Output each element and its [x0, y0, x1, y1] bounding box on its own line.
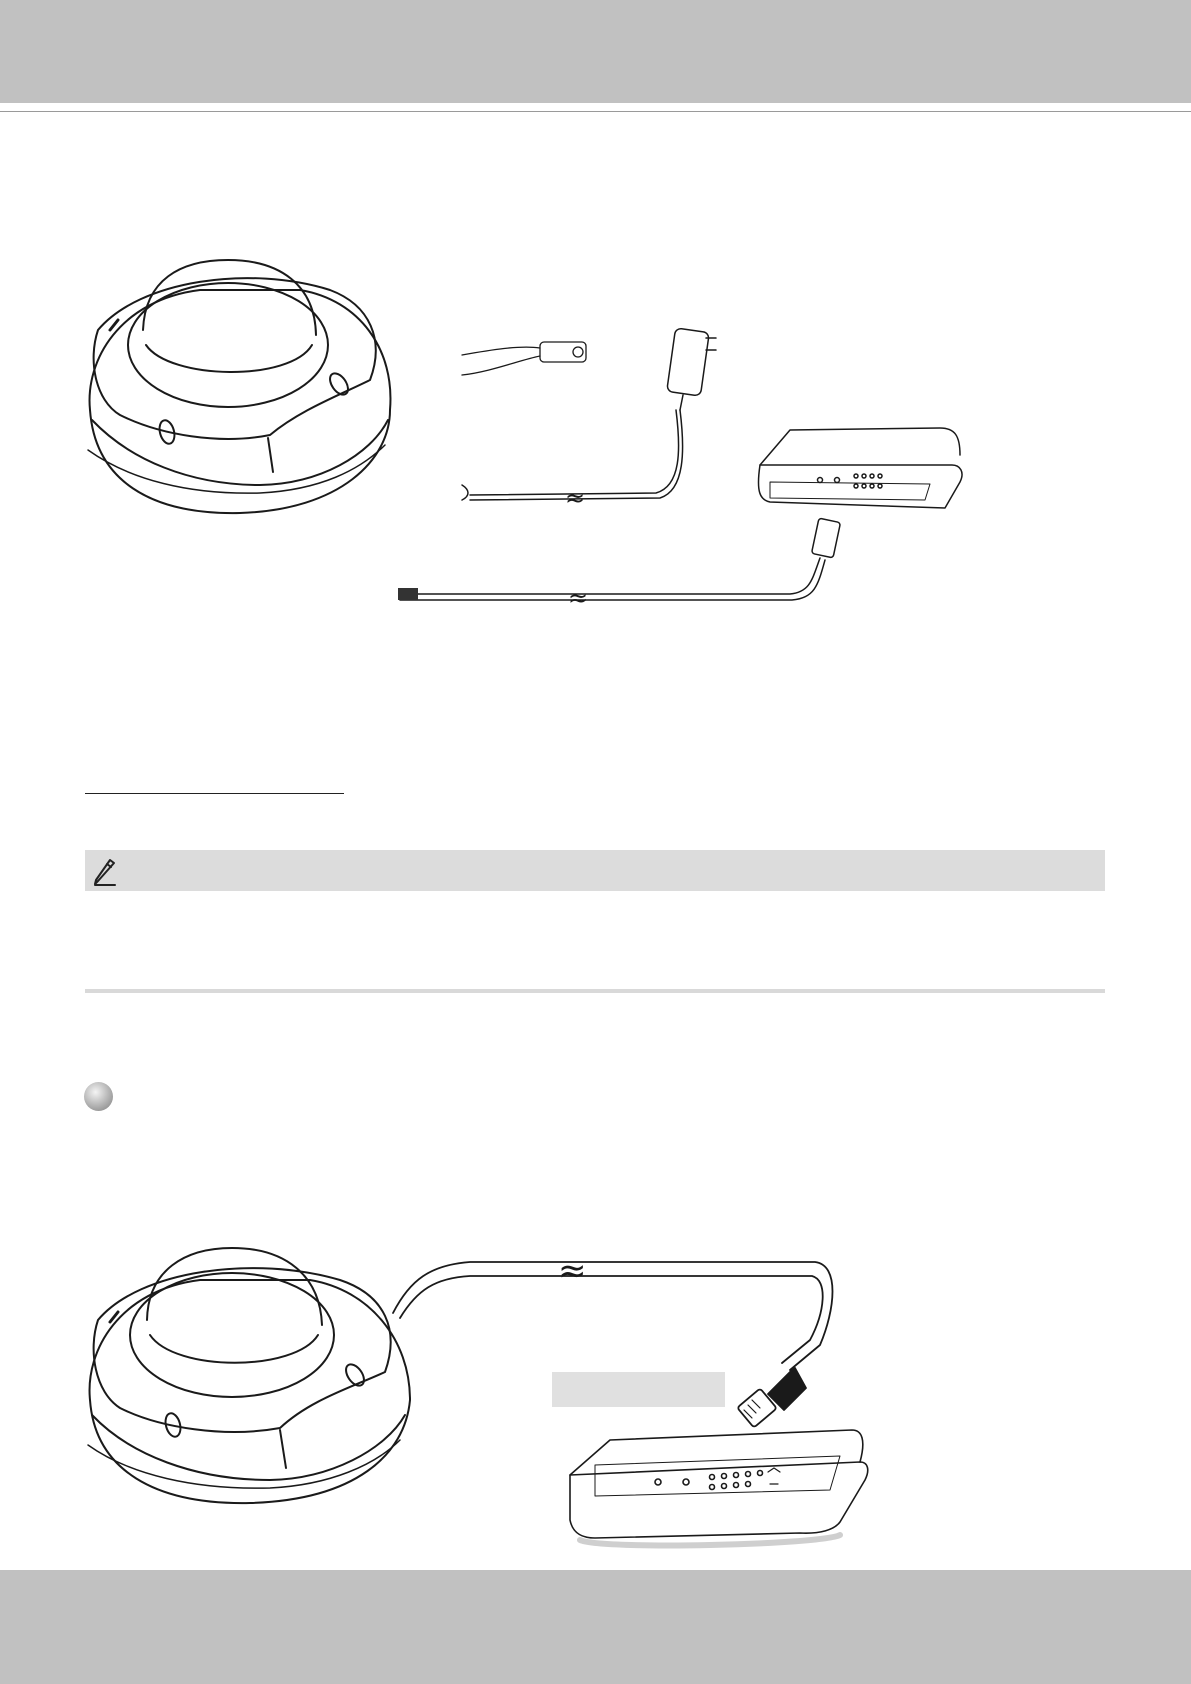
- power-adapter-illustration: [462, 328, 716, 512]
- svg-text:≈: ≈: [568, 584, 589, 612]
- header-divider: [0, 111, 1191, 112]
- network-switch-illustration: [570, 1430, 868, 1545]
- note-bar: [85, 850, 1105, 891]
- section-divider: [85, 989, 1105, 993]
- camera-cables-figure: [0, 260, 1191, 620]
- dc-power-jack-illustration: [462, 342, 586, 375]
- label-box: [552, 1372, 725, 1407]
- dome-camera-illustration: [88, 1248, 410, 1503]
- bullet-icon: [84, 1082, 113, 1111]
- page-header-band: [0, 0, 1191, 103]
- dome-camera-illustration: [88, 260, 390, 513]
- ethernet-cable-illustration: [398, 518, 841, 612]
- svg-text:≈: ≈: [558, 1251, 587, 1291]
- network-switch-illustration: [758, 428, 962, 508]
- svg-text:≈: ≈: [565, 484, 586, 512]
- section-underline: [85, 793, 344, 794]
- pencil-icon: [89, 854, 121, 888]
- page-footer-band: [0, 1570, 1191, 1684]
